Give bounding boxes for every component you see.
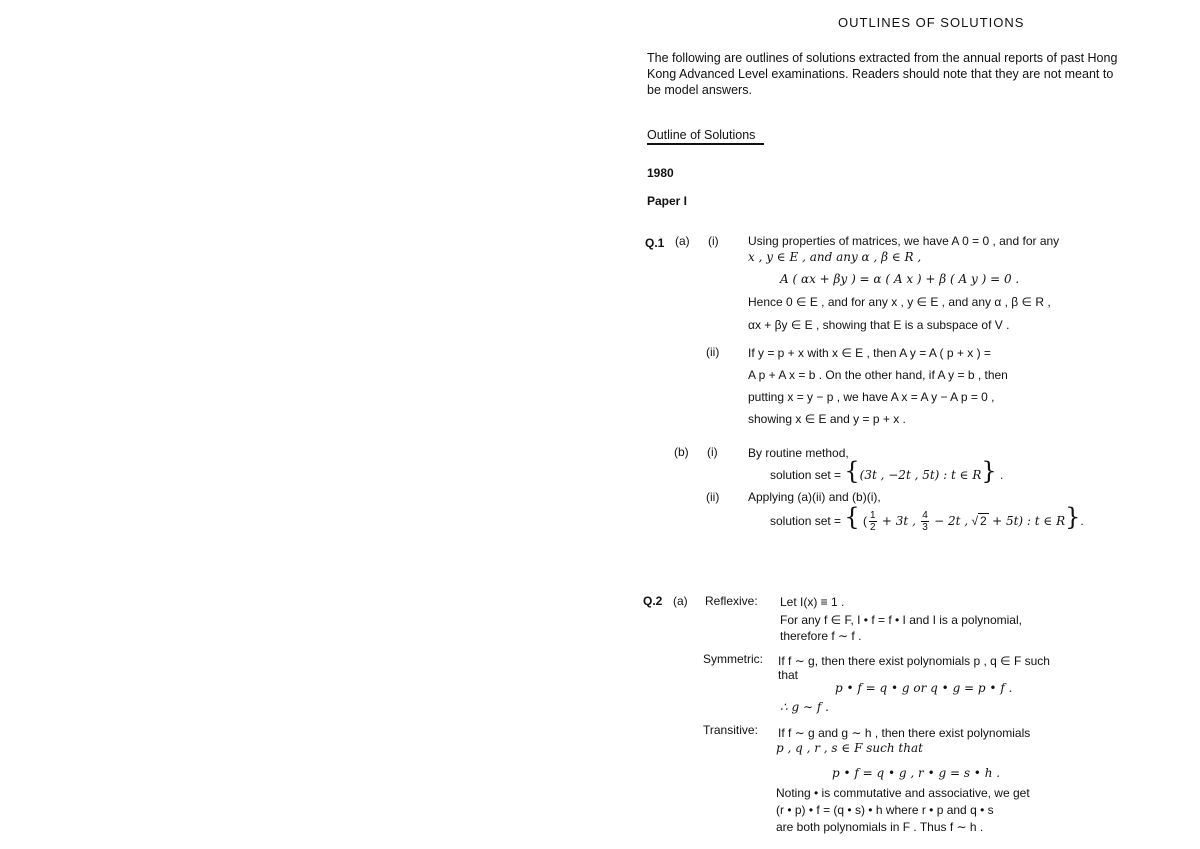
q1-b-i-set-label: solution set = bbox=[770, 468, 842, 482]
reflexive-line-3: therefore f ∼ f . bbox=[780, 629, 862, 643]
q1-b-ii-part-2: − 2t , bbox=[934, 514, 969, 528]
q1-b-ii-line-1: Applying (a)(ii) and (b)(i), bbox=[748, 490, 881, 504]
left-brace-icon: { bbox=[844, 457, 860, 485]
transitive-line-4: Noting • is commutative and associative, we get bbox=[776, 786, 1030, 800]
q1-a-i-line-2: x , y ∈ E , and any α , β ∈ R , bbox=[748, 250, 922, 264]
q1-a-i-label: (i) bbox=[708, 234, 719, 248]
q1-a-i-line-3: A ( αx + βy ) = α ( A x ) + β ( A y ) = 0 . bbox=[780, 272, 1020, 286]
transitive-line-2: p , q , r , s ∈ F such that bbox=[776, 741, 923, 755]
section-heading-rule bbox=[647, 143, 764, 145]
q1-b-ii-set-label: solution set = bbox=[770, 514, 842, 528]
reflexive-line-2: For any f ∈ F, I • f = f • I and I is a polynomial, bbox=[780, 613, 1022, 627]
q1-a-ii-line-1: If y = p + x with x ∈ E , then A y = A ( p + x ) = bbox=[748, 346, 991, 360]
q1-a-i-line-1: Using properties of matrices, we have A 0 = 0 , and for any bbox=[748, 234, 1060, 248]
q1-b-ii-part-1: + 3t , bbox=[881, 514, 916, 528]
q1-a-label: (a) bbox=[675, 234, 690, 248]
q1-b-ii-end: . bbox=[1080, 514, 1084, 528]
q1-a-ii-line-2: A p + A x = b . On the other hand, if A y = b , then bbox=[748, 368, 1008, 382]
sqrt-icon: √ 2 bbox=[971, 514, 987, 528]
transitive-label: Transitive: bbox=[703, 723, 758, 737]
open-paren: ( bbox=[863, 514, 868, 528]
transitive-line-5: (r • p) • f = (q • s) • h where r • p and q • s bbox=[776, 803, 994, 817]
q1-a-ii-label: (ii) bbox=[706, 345, 720, 359]
q1-b-i-end: . bbox=[1000, 468, 1004, 482]
reflexive-line-1: Let I(x) ≡ 1 . bbox=[780, 595, 845, 609]
page-title: OUTLINES OF SOLUTIONS bbox=[838, 15, 1025, 30]
q1-a-i-line-5: αx + βy ∈ E , showing that E is a subspace of V . bbox=[748, 318, 1010, 332]
year-label: 1980 bbox=[647, 166, 674, 180]
transitive-line-3: p • f = q • g , r • g = s • h . bbox=[832, 766, 1001, 780]
q1-a-i-line-4: Hence 0 ∈ E , and for any x , y ∈ E , and any α , β ∈ R , bbox=[748, 295, 1051, 309]
section-heading: Outline of Solutions bbox=[647, 128, 756, 142]
paper-label: Paper I bbox=[647, 194, 688, 208]
symmetric-label: Symmetric: bbox=[703, 652, 763, 666]
q1-b-i-label: (i) bbox=[707, 445, 718, 459]
q1-b-i-solution bbox=[770, 459, 1003, 487]
symmetric-line-2: that bbox=[778, 668, 799, 682]
q1-b-ii-label: (ii) bbox=[706, 490, 720, 504]
q2-a-label: (a) bbox=[673, 594, 688, 608]
intro-line-2: Kong Advanced Level examinations. Readers should note that they are not meant to bbox=[647, 67, 1114, 81]
q1-b-i-set-body: (3t , −2t , 5t) : t ∈ R bbox=[859, 468, 982, 482]
q1-a-ii-line-3: putting x = y − p , we have A x = A y − A p = 0 , bbox=[748, 390, 995, 404]
fraction-one-half: $\frac{1}{2}$ bbox=[870, 510, 876, 534]
q1-b-i-line-1: By routine method, bbox=[748, 446, 849, 460]
symmetric-line-1: If f ∼ g, then there exist polynomials p , q ∈ F such bbox=[778, 654, 1050, 668]
transitive-line-1: If f ∼ g and g ∼ h , then there exist polynomials bbox=[778, 726, 1031, 740]
left-brace-icon: { bbox=[844, 503, 860, 531]
right-brace-icon: } bbox=[1065, 503, 1081, 531]
q1-b-label: (b) bbox=[674, 445, 689, 459]
reflexive-label: Reflexive: bbox=[705, 594, 758, 608]
symmetric-line-3: p • f = q • g or q • g = p • f . bbox=[835, 681, 1013, 695]
q1-b-ii-part-3: + 5t) : t ∈ R bbox=[992, 514, 1066, 528]
intro-line-1: The following are outlines of solutions extracted from the annual reports of past Hong bbox=[647, 51, 1118, 65]
q1-b-ii-solution bbox=[770, 505, 1084, 534]
right-brace-icon: } bbox=[981, 457, 997, 485]
q2-label: Q.2 bbox=[643, 594, 663, 608]
intro-line-3: be model answers. bbox=[647, 83, 752, 97]
q1-label: Q.1 bbox=[645, 236, 665, 250]
fraction-four-thirds: $\frac{4}{3}$ bbox=[922, 510, 928, 534]
q1-a-ii-line-4: showing x ∈ E and y = p + x . bbox=[748, 412, 906, 426]
transitive-line-6: are both polynomials in F . Thus f ∼ h . bbox=[776, 820, 984, 834]
symmetric-line-4: ∴ g ∼ f . bbox=[780, 700, 829, 714]
